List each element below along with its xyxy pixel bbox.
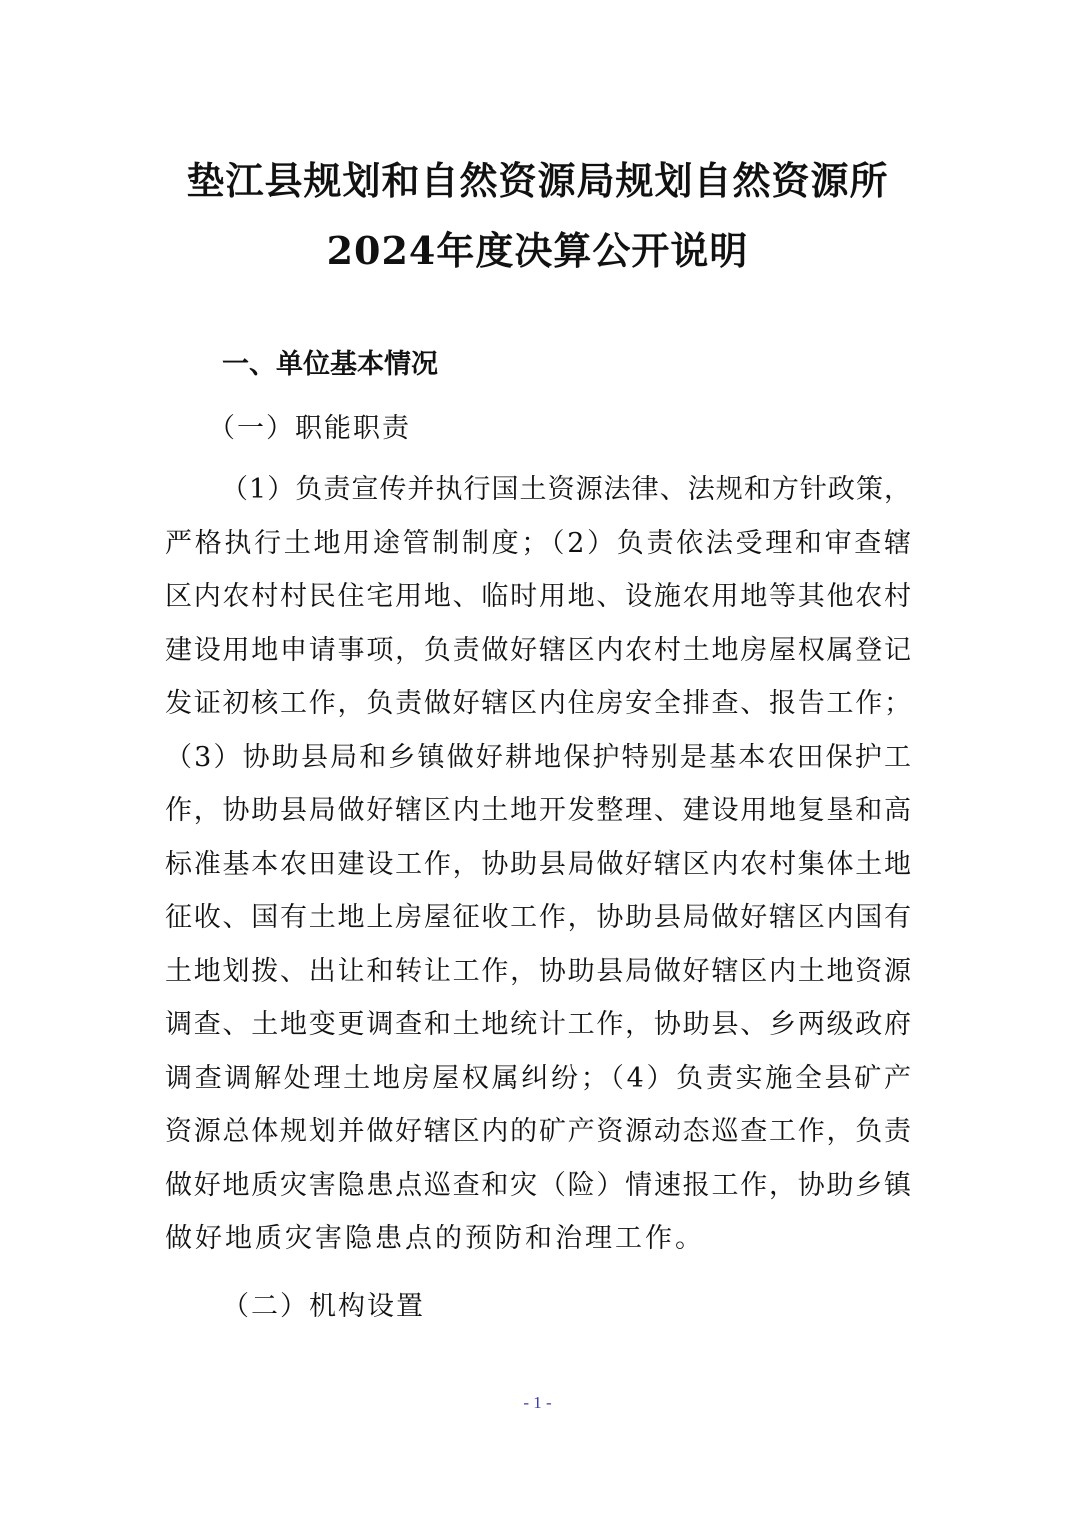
paragraph-line: 调查调解处理土地房屋权属纠纷；（4）负责实施全县矿产 xyxy=(165,1062,911,1094)
document-title-line-1: 垫江县规划和自然资源局规划自然资源所 xyxy=(186,158,889,203)
functions-paragraph xyxy=(165,470,911,1273)
document-title-line-2: 2024年度决算公开说明 xyxy=(326,228,749,273)
paragraph-line: 标准基本农田建设工作，协助县局做好辖区内农村集体土地 xyxy=(165,848,911,880)
subsection-heading-functions: （一）职能职责 xyxy=(208,413,411,444)
paragraph-line: （1）负责宣传并执行国土资源法律、法规和方针政策， xyxy=(221,474,911,505)
paragraph-line: 严格执行土地用途管制制度；（2）负责依法受理和审查辖 xyxy=(165,527,911,559)
subsection-heading-organization: （二）机构设置 xyxy=(222,1291,425,1322)
paragraph-line: 区内农村村民住宅用地、临时用地、设施农用地等其他农村 xyxy=(165,581,911,612)
paragraph-line: 建设用地申请事项，负责做好辖区内农村土地房屋权属登记 xyxy=(165,634,911,666)
paragraph-line: 调查、土地变更调查和土地统计工作，协助县、乡两级政府 xyxy=(165,1009,911,1040)
page-number: - 1 - xyxy=(523,1393,552,1412)
paragraph-line: （3）协助县局和乡镇做好耕地保护特别是基本农田保护工 xyxy=(165,741,911,773)
paragraph-line: 做好地质灾害隐患点巡查和灾（险）情速报工作，协助乡镇 xyxy=(165,1169,911,1201)
paragraph-line: 资源总体规划并做好辖区内的矿产资源动态巡查工作，负责 xyxy=(165,1116,911,1147)
paragraph-line: 作，协助县局做好辖区内土地开发整理、建设用地复垦和高 xyxy=(165,795,911,826)
paragraph-line: 发证初核工作，负责做好辖区内住房安全排查、报告工作； xyxy=(165,688,911,719)
section-heading-basic-info: 一、单位基本情况 xyxy=(222,349,438,380)
paragraph-line: 土地划拨、出让和转让工作，协助县局做好辖区内土地资源 xyxy=(165,955,911,987)
paragraph-line: 征收、国有土地上房屋征收工作，协助县局做好辖区内国有 xyxy=(165,902,911,933)
paragraph-line: 做好地质灾害隐患点的预防和治理工作。 xyxy=(165,1223,705,1254)
